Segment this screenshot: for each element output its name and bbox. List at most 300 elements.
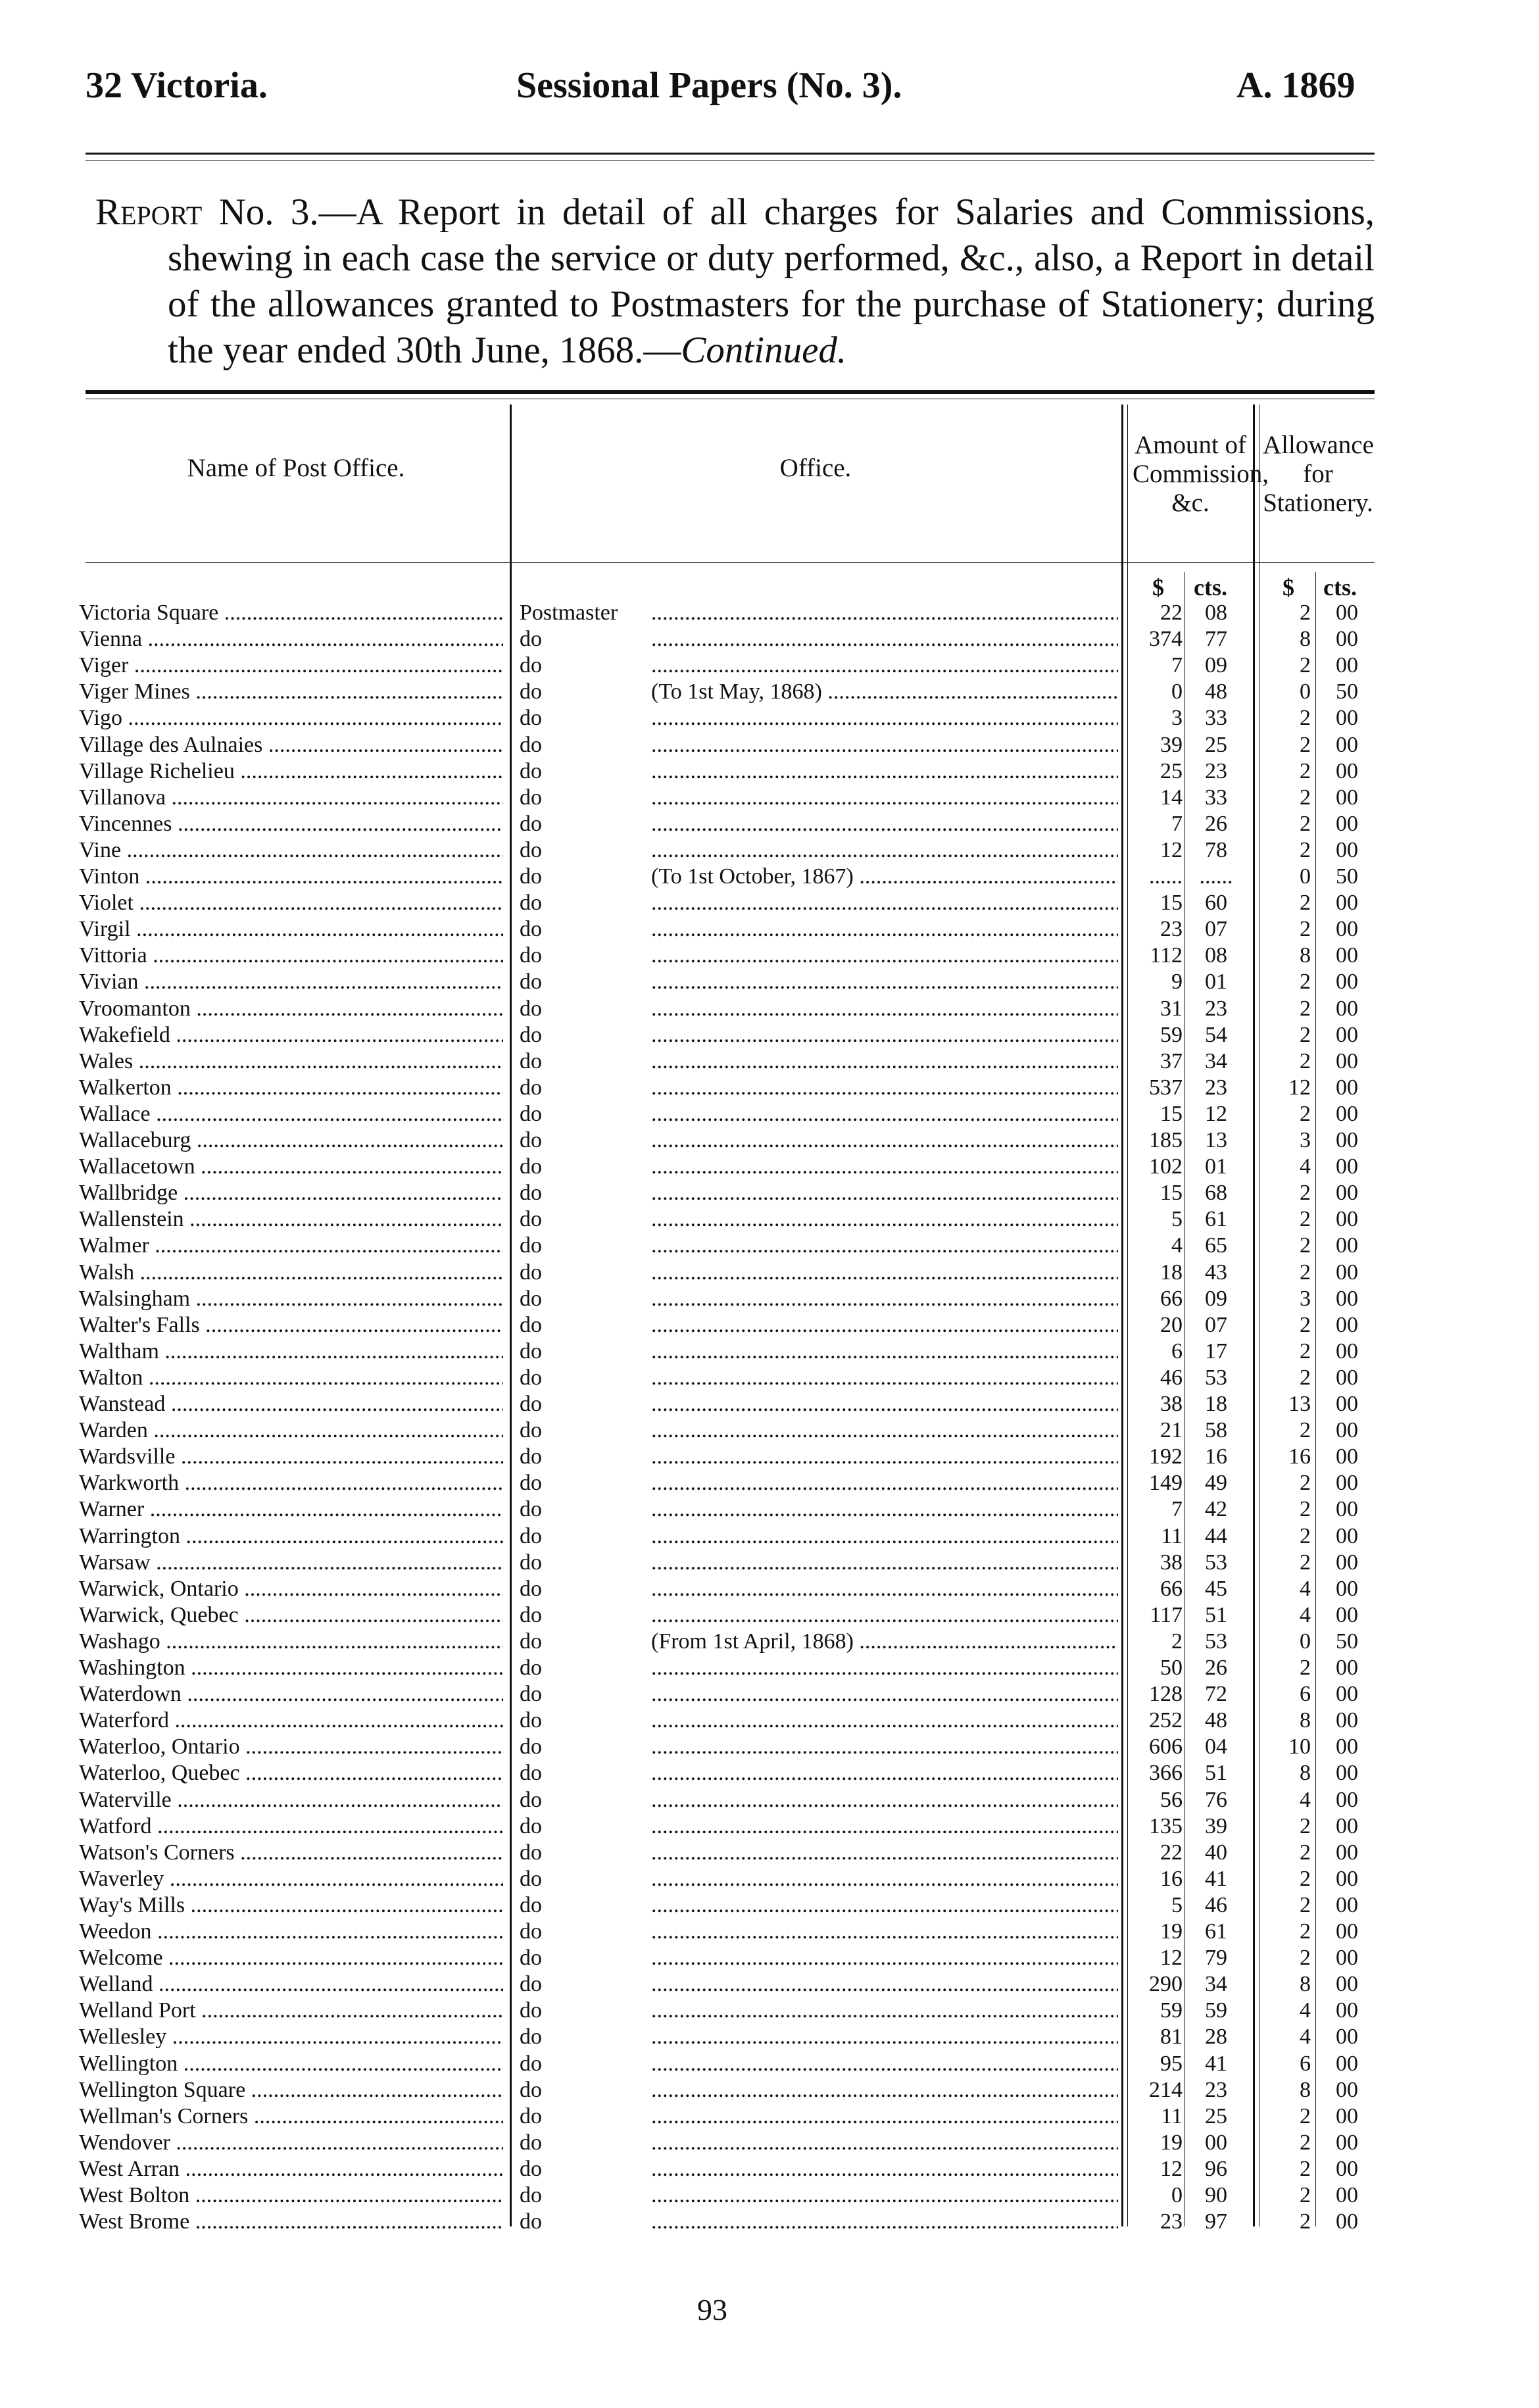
allowance-dollars: 2 — [1300, 2209, 1311, 2234]
allowance-dollars: 2 — [1300, 1365, 1311, 1390]
office-title: do — [520, 1787, 542, 1812]
office-note: (To 1st May, 1868) ..... — [651, 679, 1118, 705]
table-row — [0, 1365, 1539, 1391]
post-office-name: Way's Mills ..... — [79, 1892, 503, 1919]
allowance-dollars: 6 — [1300, 1682, 1311, 1707]
commission-dollars: 39 — [1160, 732, 1183, 757]
post-office-name: Warwick, Ontario ..... — [79, 1576, 503, 1602]
post-office-name: Warsaw ..... — [79, 1550, 503, 1576]
allowance-cents: 00 — [1336, 2103, 1358, 2128]
table-row — [0, 1075, 1539, 1101]
commission-cents: 04 — [1205, 1734, 1227, 1759]
commission-cents: 90 — [1205, 2183, 1227, 2207]
office-note — [651, 1734, 1118, 1760]
office-note — [651, 1550, 1118, 1576]
commission-dollars: 46 — [1160, 1365, 1183, 1390]
commission-dollars: 59 — [1160, 1022, 1183, 1047]
allowance-dollars: 2 — [1300, 917, 1311, 942]
office-note — [651, 1840, 1118, 1866]
office-note — [651, 837, 1118, 864]
post-office-name: Virgil ..... — [79, 916, 503, 943]
commission-dollars: 22 — [1160, 601, 1183, 625]
allowance-dollars: 2 — [1300, 1048, 1311, 1073]
allowance-dollars: 2 — [1300, 2130, 1311, 2155]
commission-dollars: 3 — [1171, 706, 1183, 731]
commission-dollars: 606 — [1149, 1734, 1183, 1759]
office-title: do — [520, 1656, 542, 1680]
office-title: do — [520, 996, 542, 1021]
header-center: Sessional Papers (No. 3). — [516, 65, 902, 106]
amount-dollar-unit: $ — [1152, 574, 1164, 601]
commission-dollars: 7 — [1171, 1497, 1183, 1522]
post-office-name: Waterford ..... — [79, 1708, 503, 1734]
office-note — [651, 1866, 1118, 1892]
commission-cents: 54 — [1205, 1022, 1227, 1047]
office-note — [651, 1048, 1118, 1075]
commission-dollars: 95 — [1160, 2051, 1183, 2076]
commission-dollars: 5 — [1171, 1892, 1183, 1917]
commission-dollars: 66 — [1160, 1576, 1183, 1601]
allowance-cents: 00 — [1336, 1576, 1358, 1601]
allowance-dollars: 4 — [1300, 1787, 1311, 1812]
office-note — [651, 1206, 1118, 1233]
commission-dollars: 20 — [1160, 1312, 1183, 1337]
office-title: do — [520, 1602, 542, 1627]
office-title: do — [520, 1892, 542, 1917]
office-title: do — [520, 2025, 542, 2050]
allowance-cents: 00 — [1336, 1365, 1358, 1390]
table-row — [0, 1866, 1539, 1892]
allowance-cents: 50 — [1336, 864, 1358, 889]
post-office-name: Villanova ..... — [79, 785, 503, 811]
allowance-cents: 00 — [1336, 1761, 1358, 1786]
office-note: (From 1st April, 1868) ..... — [651, 1629, 1118, 1655]
table-row — [0, 2209, 1539, 2235]
table-row — [0, 1444, 1539, 1470]
commission-cents: 59 — [1205, 1998, 1227, 2023]
office-note — [651, 1971, 1118, 1998]
commission-cents: 44 — [1205, 1523, 1227, 1548]
table-row — [0, 1206, 1539, 1233]
header-rule — [86, 153, 1375, 155]
allowance-cents: 00 — [1336, 785, 1358, 810]
allowance-dollars: 8 — [1300, 627, 1311, 652]
post-office-name: Wallaceburg ..... — [79, 1127, 503, 1154]
commission-dollars: 16 — [1160, 1866, 1183, 1891]
office-note — [651, 1813, 1118, 1840]
table-row — [0, 626, 1539, 652]
office-title: do — [520, 1418, 542, 1443]
office-note — [651, 1154, 1118, 1180]
commission-dollars: 252 — [1149, 1708, 1183, 1733]
office-note — [651, 626, 1118, 652]
office-title: do — [520, 1260, 542, 1285]
commission-cents: 53 — [1205, 1550, 1227, 1575]
post-office-name: Watford ..... — [79, 1813, 503, 1840]
office-title: do — [520, 1734, 542, 1759]
allowance-cents: 00 — [1336, 732, 1358, 757]
office-title: do — [520, 1866, 542, 1891]
office-title: do — [520, 1972, 542, 1997]
post-office-name: Weedon ..... — [79, 1919, 503, 1945]
office-title: do — [520, 1813, 542, 1838]
office-note — [651, 785, 1118, 811]
office-note — [651, 1998, 1118, 2024]
allowance-cents: 00 — [1336, 1656, 1358, 1680]
office-note — [651, 1892, 1118, 1919]
table-row — [0, 969, 1539, 995]
commission-dollars: 15 — [1160, 1181, 1183, 1206]
allowance-dollars: 2 — [1300, 1022, 1311, 1047]
table-row — [0, 705, 1539, 731]
office-title: do — [520, 627, 542, 652]
commission-dollars: 192 — [1149, 1444, 1183, 1469]
allowance-cents: 00 — [1336, 627, 1358, 652]
table-row — [0, 996, 1539, 1022]
office-note — [651, 1127, 1118, 1154]
office-title: do — [520, 2103, 542, 2128]
office-title: do — [520, 785, 542, 810]
commission-dollars: 12 — [1160, 837, 1183, 862]
office-note — [651, 732, 1118, 758]
allowance-dollars: 2 — [1300, 837, 1311, 862]
allowance-cents: 00 — [1336, 1602, 1358, 1627]
table-row — [0, 811, 1539, 837]
commission-cents: 77 — [1205, 627, 1227, 652]
allowance-cents: 00 — [1336, 1734, 1358, 1759]
office-title: do — [520, 1523, 542, 1548]
office-note — [651, 2182, 1118, 2209]
commission-cents: 23 — [1205, 996, 1227, 1021]
commission-cents: 72 — [1205, 1682, 1227, 1707]
office-note — [651, 1022, 1118, 1048]
office-note — [651, 943, 1118, 969]
allowance-dollars: 2 — [1300, 706, 1311, 731]
office-title: do — [520, 2183, 542, 2207]
commission-cents: 01 — [1205, 970, 1227, 995]
commission-cents: 68 — [1205, 1181, 1227, 1206]
table-row — [0, 1708, 1539, 1734]
commission-cents: 26 — [1205, 811, 1227, 836]
post-office-name: Wakefield ..... — [79, 1022, 503, 1048]
allowance-dollars: 0 — [1300, 1629, 1311, 1654]
allowance-dollars: 4 — [1300, 1602, 1311, 1627]
post-office-name: Warwick, Quebec ..... — [79, 1602, 503, 1629]
table-row — [0, 837, 1539, 864]
allowance-dollars: 3 — [1300, 1286, 1311, 1311]
post-office-name: West Bolton ..... — [79, 2182, 503, 2209]
table-row — [0, 679, 1539, 705]
office-note — [651, 1339, 1118, 1365]
office-note — [651, 2051, 1118, 2077]
post-office-name: Violet ..... — [79, 890, 503, 916]
commission-dollars: 2 — [1171, 1629, 1183, 1654]
header-left: 32 Victoria. — [86, 65, 268, 106]
commission-dollars: 290 — [1149, 1972, 1183, 1997]
office-title: do — [520, 1919, 542, 1944]
office-title: do — [520, 864, 542, 889]
allowance-cents: 00 — [1336, 811, 1358, 836]
commission-dollars: 15 — [1160, 1101, 1183, 1126]
office-note — [651, 1365, 1118, 1391]
allowance-cents: 00 — [1336, 837, 1358, 862]
column-header-allowance: Allowance for Stationery. — [1263, 431, 1374, 517]
table-row — [0, 1681, 1539, 1708]
allowance-cents: 00 — [1336, 1312, 1358, 1337]
office-title: do — [520, 1946, 542, 1971]
table-row — [0, 2103, 1539, 2130]
office-title: do — [520, 1550, 542, 1575]
office-note — [651, 1075, 1118, 1101]
table-row — [0, 1971, 1539, 1998]
allowance-cents: 00 — [1336, 2077, 1358, 2102]
office-title: do — [520, 653, 542, 678]
commission-cents: 76 — [1205, 1787, 1227, 1812]
table-row — [0, 2024, 1539, 2050]
office-title: do — [520, 1629, 542, 1654]
allowance-dollars: 2 — [1300, 1946, 1311, 1971]
allowance-dollars: 2 — [1300, 1523, 1311, 1548]
allowance-cents: 00 — [1336, 1708, 1358, 1733]
post-office-name: Wellesley ..... — [79, 2024, 503, 2050]
commission-cents: 61 — [1205, 1207, 1227, 1232]
office-title: do — [520, 943, 542, 968]
allowance-dollars: 8 — [1300, 943, 1311, 968]
commission-cents: 08 — [1205, 943, 1227, 968]
commission-dollars: 7 — [1171, 811, 1183, 836]
header-rule-thin — [86, 160, 1375, 161]
commission-cents: 79 — [1205, 1946, 1227, 1971]
office-title: do — [520, 1286, 542, 1311]
office-title: do — [520, 1708, 542, 1733]
office-note — [651, 1919, 1118, 1945]
table-row — [0, 943, 1539, 969]
post-office-name: Waterloo, Ontario ..... — [79, 1734, 503, 1760]
post-office-name: Warkworth ..... — [79, 1470, 503, 1496]
commission-dollars: 5 — [1171, 1207, 1183, 1232]
post-office-name: Village Richelieu ..... — [79, 758, 503, 785]
allowance-cents: 00 — [1336, 2156, 1358, 2181]
allowance-dollars: 2 — [1300, 1892, 1311, 1917]
post-office-name: Walmer ..... — [79, 1233, 503, 1259]
allowance-dollars: 2 — [1300, 732, 1311, 757]
commission-dollars: 50 — [1160, 1656, 1183, 1680]
commission-cents: 60 — [1205, 891, 1227, 916]
allowance-dollars: 0 — [1300, 864, 1311, 889]
allowance-dollars: 2 — [1300, 1471, 1311, 1496]
office-title: do — [520, 1497, 542, 1522]
commission-cents: 23 — [1205, 758, 1227, 783]
table-row — [0, 758, 1539, 785]
commission-cents: 48 — [1205, 679, 1227, 704]
allowance-dollars: 2 — [1300, 970, 1311, 995]
office-title: do — [520, 1128, 542, 1152]
table-row — [0, 916, 1539, 943]
table-row — [0, 732, 1539, 758]
commission-cents: 33 — [1205, 706, 1227, 731]
post-office-name: Vinton ..... — [79, 864, 503, 890]
table-row — [0, 1576, 1539, 1602]
table-row — [0, 1760, 1539, 1786]
table-row — [0, 1391, 1539, 1417]
allowance-cents: 00 — [1336, 1048, 1358, 1073]
post-office-name: Washago ..... — [79, 1629, 503, 1655]
allowance-dollars: 2 — [1300, 1339, 1311, 1364]
office-note — [651, 2024, 1118, 2050]
office-note — [651, 811, 1118, 837]
office-note — [651, 1444, 1118, 1470]
report-text: —A Report in detail of all charges for Salaries and Commissions, shewing in each case the service or duty performed, &c., also, a Report in detail of the allowances granted to Postmasters for the purchase of Stationery; during the year ended 30th June, 1868.— — [168, 191, 1375, 371]
allowance-dollars: 2 — [1300, 601, 1311, 625]
commission-dollars: 537 — [1149, 1075, 1183, 1100]
allowance-cents: 00 — [1336, 1392, 1358, 1416]
office-note — [651, 1602, 1118, 1629]
office-title: do — [520, 2209, 542, 2234]
allowance-cents: 50 — [1336, 1629, 1358, 1654]
office-note — [651, 1681, 1118, 1708]
report-label: Report — [95, 191, 203, 233]
post-office-name: Viger ..... — [79, 652, 503, 679]
office-title: do — [520, 1682, 542, 1707]
office-note — [651, 1945, 1118, 1971]
table-row — [0, 785, 1539, 811]
commission-cents: 28 — [1205, 2025, 1227, 2050]
office-note — [651, 1470, 1118, 1496]
office-title: do — [520, 1998, 542, 2023]
allowance-dollars: 6 — [1300, 2051, 1311, 2076]
allowance-dollars: 2 — [1300, 1260, 1311, 1285]
commission-cents: 13 — [1205, 1128, 1227, 1152]
allowance-dollars: 2 — [1300, 1418, 1311, 1443]
commission-cents: 51 — [1205, 1602, 1227, 1627]
allowance-cents: 00 — [1336, 1919, 1358, 1944]
office-note — [651, 1496, 1118, 1523]
allowance-cents: 00 — [1336, 2209, 1358, 2234]
commission-dollars: 149 — [1149, 1471, 1183, 1496]
office-note — [651, 1655, 1118, 1681]
office-title: do — [520, 837, 542, 862]
table-row — [0, 2130, 1539, 2156]
office-title: do — [520, 1207, 542, 1232]
allowance-cents: 00 — [1336, 706, 1358, 731]
table-row — [0, 1022, 1539, 1048]
allowance-cents: 00 — [1336, 2025, 1358, 2050]
post-office-name: Welland Port ..... — [79, 1998, 503, 2024]
commission-cents: 07 — [1205, 1312, 1227, 1337]
table-row — [0, 1892, 1539, 1919]
commission-cents: 00 — [1205, 2130, 1227, 2155]
allowance-cents: 00 — [1336, 996, 1358, 1021]
commission-cents: 96 — [1205, 2156, 1227, 2181]
allowance-cents: 00 — [1336, 1523, 1358, 1548]
commission-dollars: 6 — [1171, 1339, 1183, 1364]
allowance-cents: 00 — [1336, 1154, 1358, 1179]
office-note — [651, 1286, 1118, 1312]
table-row — [0, 1233, 1539, 1259]
commission-cents: 17 — [1205, 1339, 1227, 1364]
allowance-dollars: 16 — [1288, 1444, 1311, 1469]
commission-cents: 51 — [1205, 1761, 1227, 1786]
allowance-cents: 00 — [1336, 943, 1358, 968]
commission-cents: 23 — [1205, 1075, 1227, 1100]
allowance-dollars: 2 — [1300, 1207, 1311, 1232]
allowance-cents: 00 — [1336, 1128, 1358, 1152]
table-row — [0, 2051, 1539, 2077]
column-header-name: Name of Post Office. — [187, 454, 405, 482]
commission-cents: 41 — [1205, 1866, 1227, 1891]
table-row — [0, 1523, 1539, 1550]
office-note — [651, 1180, 1118, 1206]
post-office-name: Waterdown ..... — [79, 1681, 503, 1708]
allowance-cents: 00 — [1336, 970, 1358, 995]
allowance-cents: 00 — [1336, 1207, 1358, 1232]
report-continued: Continued. — [681, 330, 847, 371]
office-note: (To 1st October, 1867) ..... — [651, 864, 1118, 890]
allowance-cents: 00 — [1336, 1260, 1358, 1285]
allowance-dollars: 2 — [1300, 758, 1311, 783]
table-row — [0, 1919, 1539, 1945]
commission-cents: 48 — [1205, 1708, 1227, 1733]
commission-cents: 43 — [1205, 1260, 1227, 1285]
post-office-name: Wanstead ..... — [79, 1391, 503, 1417]
column-header-office: Office. — [779, 454, 852, 482]
post-office-name: Wardsville ..... — [79, 1444, 503, 1470]
commission-cents: 39 — [1205, 1813, 1227, 1838]
post-office-name: Waverley ..... — [79, 1866, 503, 1892]
commission-cents: 46 — [1205, 1892, 1227, 1917]
allowance-dollars: 2 — [1300, 996, 1311, 1021]
office-title: do — [520, 1101, 542, 1126]
allowance-dollars: 8 — [1300, 1972, 1311, 1997]
post-office-name: Wales ..... — [79, 1048, 503, 1075]
allowance-cents: 00 — [1336, 1892, 1358, 1917]
office-title: do — [520, 1840, 542, 1865]
commission-dollars: 38 — [1160, 1392, 1183, 1416]
page-number: 93 — [697, 2293, 727, 2326]
table-row — [0, 1470, 1539, 1496]
office-title: do — [520, 758, 542, 783]
table-row — [0, 652, 1539, 679]
allowance-dollars: 4 — [1300, 1998, 1311, 2023]
commission-dollars: 0 — [1171, 679, 1183, 704]
commission-cents: 33 — [1205, 785, 1227, 810]
commission-dollars: 56 — [1160, 1787, 1183, 1812]
amount-cents-unit: cts. — [1194, 574, 1227, 601]
office-note — [651, 916, 1118, 943]
post-office-name: Waltham ..... — [79, 1339, 503, 1365]
allowance-cents: 50 — [1336, 679, 1358, 704]
allowance-cents: 00 — [1336, 2130, 1358, 2155]
commission-dollars: ...... — [1149, 864, 1183, 889]
allowance-dollars: 2 — [1300, 1550, 1311, 1575]
commission-dollars: 9 — [1171, 970, 1183, 995]
allowance-cents: 00 — [1336, 1682, 1358, 1707]
office-title: Postmaster — [520, 601, 618, 625]
office-note — [651, 890, 1118, 916]
allowance-dollars: 2 — [1300, 785, 1311, 810]
allowance-dollar-unit: $ — [1282, 574, 1294, 601]
table-row — [0, 864, 1539, 890]
allowance-cents: 00 — [1336, 1286, 1358, 1311]
commission-dollars: 31 — [1160, 996, 1183, 1021]
office-title: do — [520, 1075, 542, 1100]
office-note — [651, 1233, 1118, 1259]
allowance-cents: 00 — [1336, 1444, 1358, 1469]
commission-cents: 09 — [1205, 653, 1227, 678]
post-office-name: Village des Aulnaies ..... — [79, 732, 503, 758]
post-office-name: Watson's Corners ..... — [79, 1840, 503, 1866]
commission-cents: 78 — [1205, 837, 1227, 862]
